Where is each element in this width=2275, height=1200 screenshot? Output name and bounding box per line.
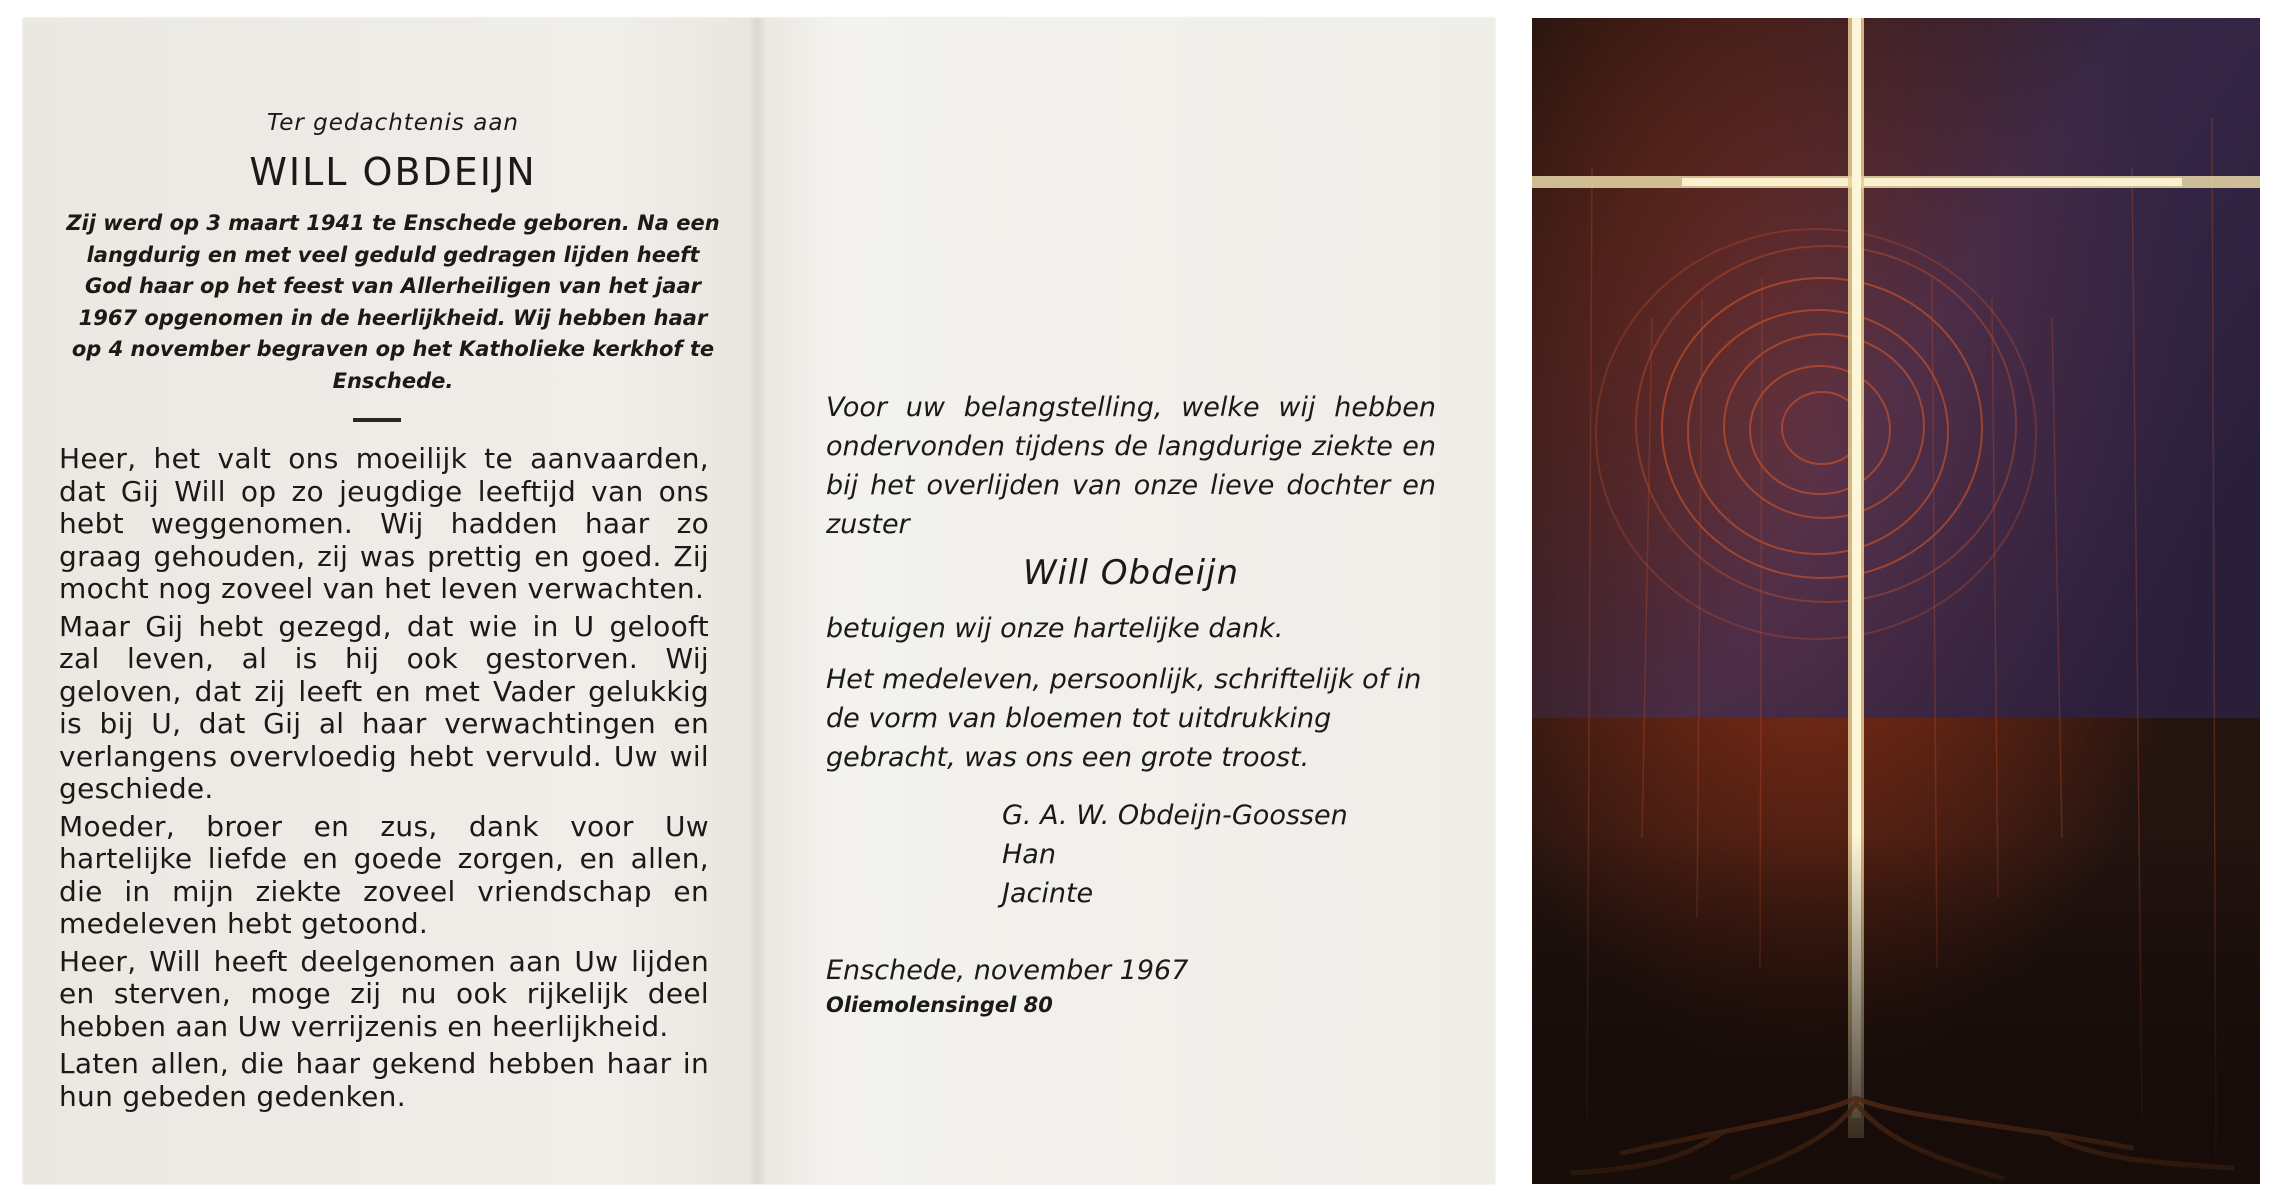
prayer-paragraph: Maar Gij hebt gezegd, dat wie in U gelooft zal leven, al is hij ook gestorven. Wij geloven, dat zij leeft en met Vader gelukkig is bij U, dat Gij al haar verwachtingen en verlangens overvloedig hebt vervuld. Uw wil geschiede. [59, 609, 709, 805]
signers-list [1002, 796, 1348, 913]
separator-line [353, 418, 401, 422]
prayer-paragraph: Heer, Will heeft deelgenomen aan Uw lijden en sterven, moge zij nu ook rijkelijk deel hebben aan Uw verrijzenis en heerlijkheid. [59, 944, 709, 1043]
cross-painting [1532, 18, 2260, 1184]
deceased-name-mixed: Will Obdeijn [1022, 553, 1240, 593]
address: Oliemolensingel 80 [826, 993, 1053, 1017]
biography-text: Zij werd op 3 maart 1941 te Enschede geboren. Na een langdurig en met veel geduld gedragen lijden heeft God haar op het feest van Allerheiligen van het jaar 1967 opgenomen in de heerlijkheid. Wij hebben haar op 4 november begraven op het Katholieke kerkhof te Enschede. [66, 211, 720, 393]
memorial-left-panel [23, 18, 748, 1184]
thanks-intro: Voor uw belangstelling, welke wij hebben ondervonden tijdens de langdurige ziekte en bij het overlijden van onze lieve dochter en zuster [826, 392, 1436, 540]
place-date: Enschede, november 1967 [826, 955, 1189, 986]
deceased-name: WILL OBDEIJN [249, 150, 537, 194]
prayer-text [59, 443, 709, 1118]
cross-painting-svg [1532, 18, 2260, 1184]
sympathy-text: Het medeleven, persoonlijk, schriftelijk of in de vorm van bloemen tot uitdrukking gebracht, was ons een grote troost. [826, 664, 1422, 773]
thank-you-panel [766, 18, 1495, 1184]
signer: Han [1002, 839, 1056, 870]
card-fold [748, 18, 766, 1184]
memorial-header: Ter gedachtenis aan [267, 110, 519, 136]
prayer-paragraph: Heer, het valt ons moeilijk te aanvaarden, dat Gij Will op zo jeugdige leeftijd van ons hebt weggenomen. Wij hadden haar zo graag gehouden, zij was prettig en goed. Zij mocht nog zoveel van het leven verwachten. [59, 442, 709, 605]
prayer-paragraph: Moeder, broer en zus, dank voor Uw hartelijke liefde en goede zorgen, en allen, die in mijn ziekte zoveel vriendschap en medeleven hebt getoond. [59, 809, 709, 940]
signer: Jacinte [1002, 878, 1094, 909]
signer: G. A. W. Obdeijn-Goossen [1002, 800, 1348, 831]
thanks-closing: betuigen wij onze hartelijke dank. [826, 613, 1284, 644]
prayer-paragraph: Laten allen, die haar gekend hebben haar in hun gebeden gedenken. [59, 1047, 709, 1113]
painting-bottom-shade [1532, 18, 2260, 1184]
